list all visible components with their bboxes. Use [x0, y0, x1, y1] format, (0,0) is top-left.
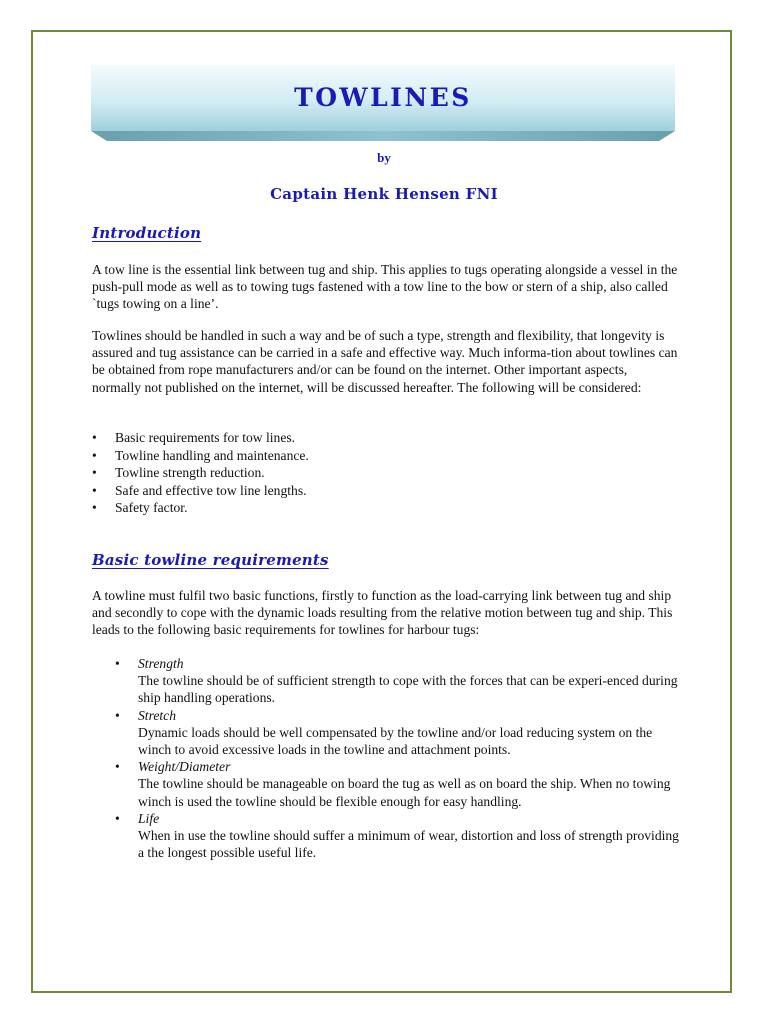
requirement-item-strength	[115, 655, 685, 707]
requirement-title: • Stretch	[138, 707, 176, 723]
requirement-item-weight-diameter	[115, 758, 685, 810]
requirement-text: Dynamic loads should be well compensated by the towline and/or load reducing system on the winch to avoid excessive loads in the towline and attachment points.	[138, 724, 653, 758]
intro-paragraph-1: A tow line is the essential link between tug and ship. This applies to tugs operating alongside a vessel in the push-pull mode as well as to towing tugs fastened with a tow line to the bow or stern of a ship, also called `tugs towing on a line’.	[92, 262, 678, 312]
basic-paragraph: A towline must fulfil two basic functions, firstly to function as the load-carrying link between tug and ship and secondly to cope with the dynamic loads resulting from the relative motion between tug and ship. This leads to the following basic requirements for towlines for harbour tugs:	[92, 588, 673, 638]
requirement-text: When in use the towline should suffer a minimum of wear, distortion and loss of strength providing a the longest possible useful life.	[138, 828, 679, 861]
requirement-title: • Life	[138, 810, 160, 826]
requirement-text: The towline should be of sufficient strength to cope with the forces that can be experi-enced during ship handling operations.	[138, 673, 678, 706]
list-item: • Towline handling and maintenance.	[92, 447, 309, 465]
list-item: • Safe and effective tow line lengths.	[92, 482, 309, 500]
list-item: • Basic requirements for tow lines.	[92, 429, 309, 447]
requirement-title: • Weight/Diameter	[138, 759, 231, 775]
author-name: Captain Henk Hensen FNI	[270, 185, 498, 203]
section-heading-basic-requirements: Basic towline requirements	[92, 551, 329, 569]
requirement-item-life	[115, 810, 685, 862]
document-title: TOWLINES	[294, 83, 472, 112]
byline-by: by	[377, 150, 391, 165]
list-item: • Safety factor.	[92, 499, 309, 517]
intro-paragraph-2: Towlines should be handled in such a way and be of such a type, strength and flexibility, that longevity is assured and tug assistance can be carried in a safe and effective way. Much informa-tion about towlines can be obtained from rope manufacturers and/or can be found on the internet. Other important aspects, normally not published on the internet, will be discussed hereafter. The following will be considered:	[92, 328, 678, 395]
requirements-list	[115, 655, 685, 861]
list-item: • Towline strength reduction.	[92, 464, 309, 482]
title-banner	[91, 65, 675, 141]
section-heading-introduction: Introduction	[92, 224, 202, 242]
topics-list	[92, 429, 309, 517]
requirement-text: The towline should be manageable on board the tug as well as on board the ship. When no towing winch is used the towline should be flexible enough for easy handling.	[138, 776, 671, 809]
requirement-title: • Strength	[138, 656, 184, 671]
requirement-item-stretch	[115, 707, 685, 759]
